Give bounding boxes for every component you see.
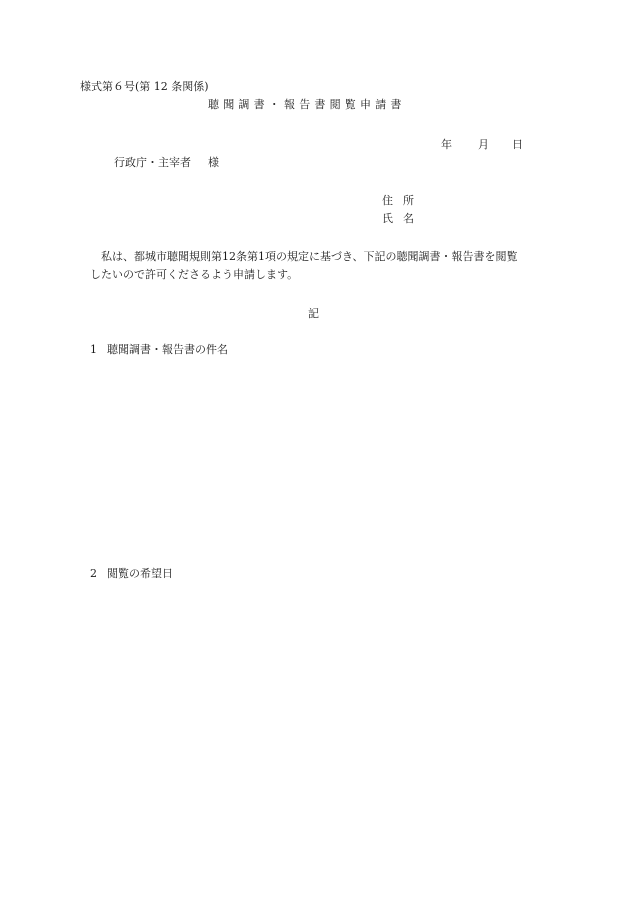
applicant-address-label: 住所 <box>382 194 424 207</box>
record-heading: 記 <box>308 307 319 320</box>
body-text-line-2: したいので許可くださるよう申請します。 <box>90 268 299 281</box>
date-day-label: 日 <box>512 138 523 151</box>
item-label-desired-date: 閲覧の希望日 <box>107 567 173 580</box>
form-number: 様式第６号(第 12 条関係) <box>80 80 209 93</box>
addressee-name: 行政庁・主宰者 <box>114 156 191 169</box>
body-text-line-1: 私は、都城市聴聞規則第12条第1項の規定に基づき、下記の聴聞調書・報告書を閲覧 <box>101 250 518 263</box>
item-label-subject: 聴聞調書・報告書の件名 <box>107 343 228 356</box>
item-number: 1 <box>90 343 97 356</box>
item-number: 2 <box>90 567 97 580</box>
date-year-label: 年 <box>441 138 452 151</box>
date-month-label: 月 <box>478 138 489 151</box>
addressee-honorific: 様 <box>208 156 219 169</box>
applicant-name-label: 氏名 <box>382 212 424 225</box>
document-title: 聴聞調書・報告書閲覧申請書 <box>208 98 406 111</box>
